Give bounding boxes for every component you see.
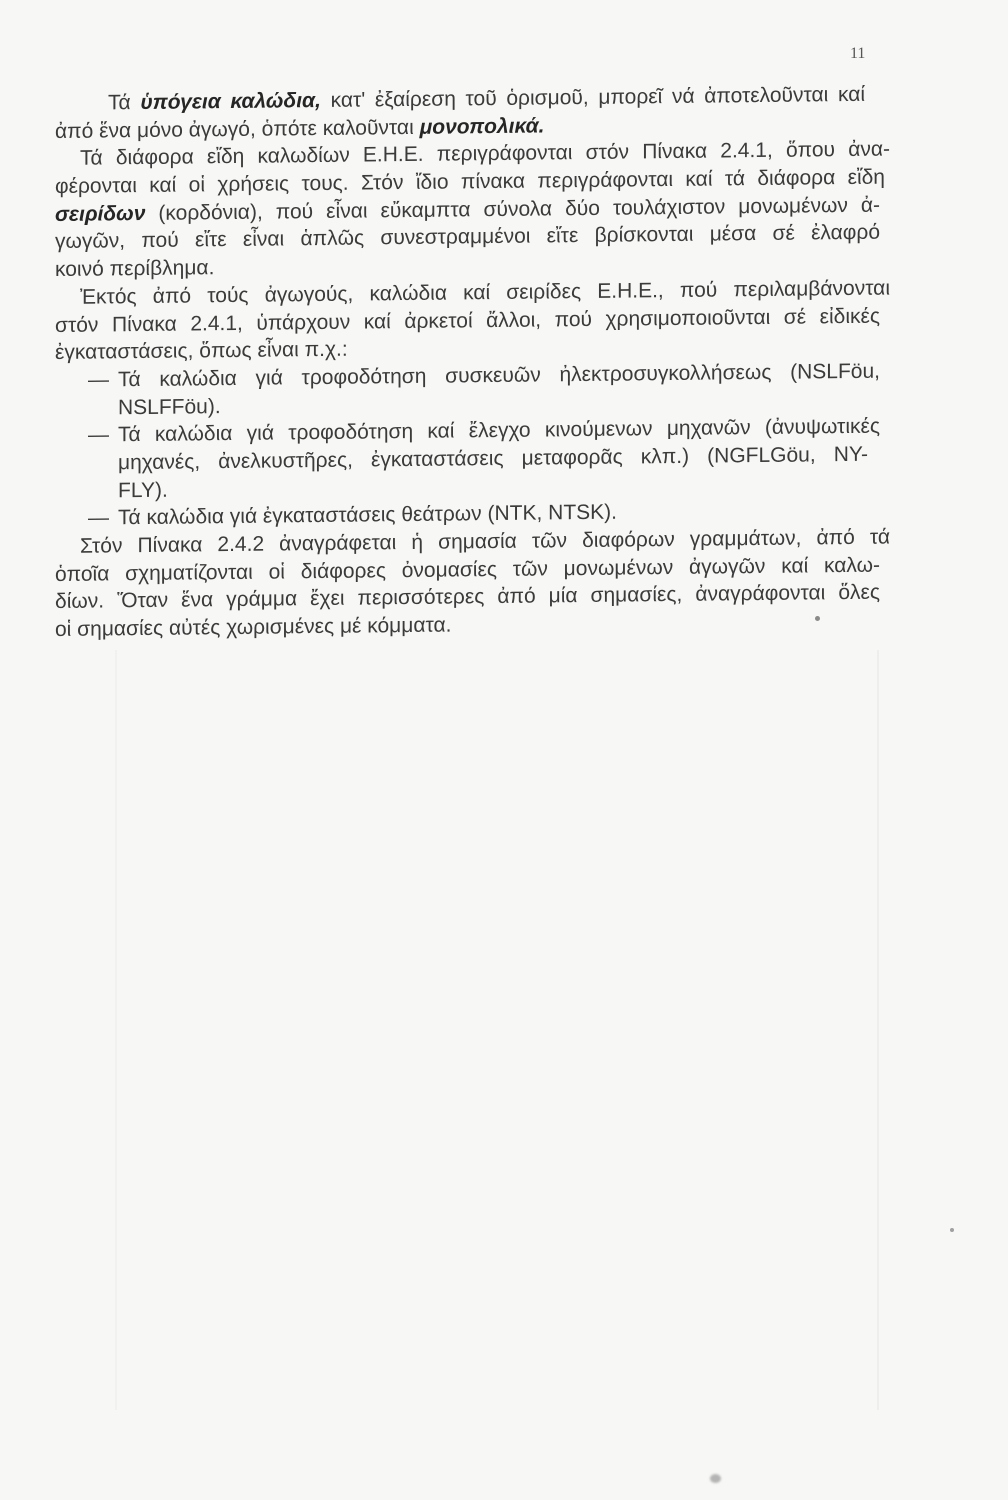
text-line: FLY). [118,478,168,502]
text-line: στόν Πίνακα 2.4.1, ὑπάρχουν καί ἀρκετοί ἄλλοι, πού χρησιμοποιοῦνται σέ εἰδικές [55,304,880,337]
text-line: Στόν Πίνακα 2.4.2 ἀναγράφεται ἡ σημασία τῶν διαφόρων γραμμάτων, ἀπό τά [80,525,890,558]
list-item [55,413,880,505]
text-run: Τά καλώδια γιά τροφοδότηση συσκευῶν ἠλεκτροσυγκολλήσεως (NSLFöu, [118,359,880,392]
text-run: κατ' ἐξαίρεση τοῦ ὁρισμοῦ, μπορεῖ νά ἀποτελοῦνται καί [320,82,865,112]
paragraph-special-cables [55,274,890,366]
text-run: ἀπό ἕνα μόνο ἀγωγό, ὁπότε καλοῦνται [55,115,420,143]
emphasized-term: μονοπολικά. [419,114,545,139]
emphasized-term: σειρίδων [55,201,146,226]
text-line: δίων. Ὅταν ἕνα γράμμα ἔχει περισσότερες ἀπό μία σημασίες, ἀναγράφονται ὅλες [55,581,880,614]
text-run: Τά καλώδια γιά τροφοδότηση καί ἔλεγχο κινούμενων μηχανῶν (ἀνυψωτικές [118,414,880,447]
text-line: Τά διάφορα εἴδη καλωδίων Ε.Η.Ε. περιγράφονται στόν Πίνακα 2.4.1, ὅπου ἀνα- [80,137,890,171]
special-cables-list [55,358,880,533]
emphasized-term: ὑπόγεια καλώδια, [140,88,321,115]
paragraph-underground-cables [55,81,880,146]
text-run: Τά καλώδια γιά ἐγκαταστάσεις θεάτρων (NTK, NTSK). [118,500,618,530]
paragraph-cable-types [55,136,890,284]
scan-speck [815,616,820,621]
text-line: NSLFFöu). [118,394,221,419]
text-line: κοινό περίβλημα. [55,256,215,282]
text-line: γωγῶν, πού εἴτε εἶναι ἁπλῶς συνεστραμμένοι εἴτε βρίσκονται μέσα σέ ἐλαφρό [55,221,880,254]
list-item [55,358,880,423]
text-line: ὁποῖα σχηματίζονται οἱ διάφορες ὀνομασίες τῶν μονωμένων ἀγωγῶν καί καλω- [55,553,880,586]
paragraph-letter-meanings [55,524,890,644]
bleed-through-shadow [115,650,879,1410]
text-line: ἐγκαταστάσεις, ὅπως εἶναι π.χ.: [55,337,348,365]
text-line: Ἐκτός ἀπό τούς ἀγωγούς, καλώδια καί σειρίδες Ε.Η.Ε., πού περιλαμβάνονται [80,276,890,309]
scan-smudge [710,1474,721,1483]
text-run: Τά [108,91,141,115]
text-line: οἱ σημασίες αὐτές χωρισμένες μέ κόμματα. [55,613,452,642]
text-line: φέρονται καί οἱ χρήσεις τους. Στόν ἴδιο πίνακα περιγράφονται καί τά διάφορα εἴδη [55,165,885,199]
text-line: μηχανές, ἀνελκυστῆρες, ἐγκαταστάσεις μεταφορᾶς κλπ.) (NGFLGöu, NY- [118,442,868,475]
text-run: (κορδόνια), πού εἶναι εὔκαμπτα σύνολα δύο τουλάχιστον μονωμένων ἀ- [145,193,880,225]
list-dash: — [88,368,109,392]
scan-speck [950,1228,954,1232]
body-text [55,81,890,644]
page-number: 11 [850,45,866,62]
list-dash: — [88,506,109,530]
list-dash: — [88,423,109,447]
